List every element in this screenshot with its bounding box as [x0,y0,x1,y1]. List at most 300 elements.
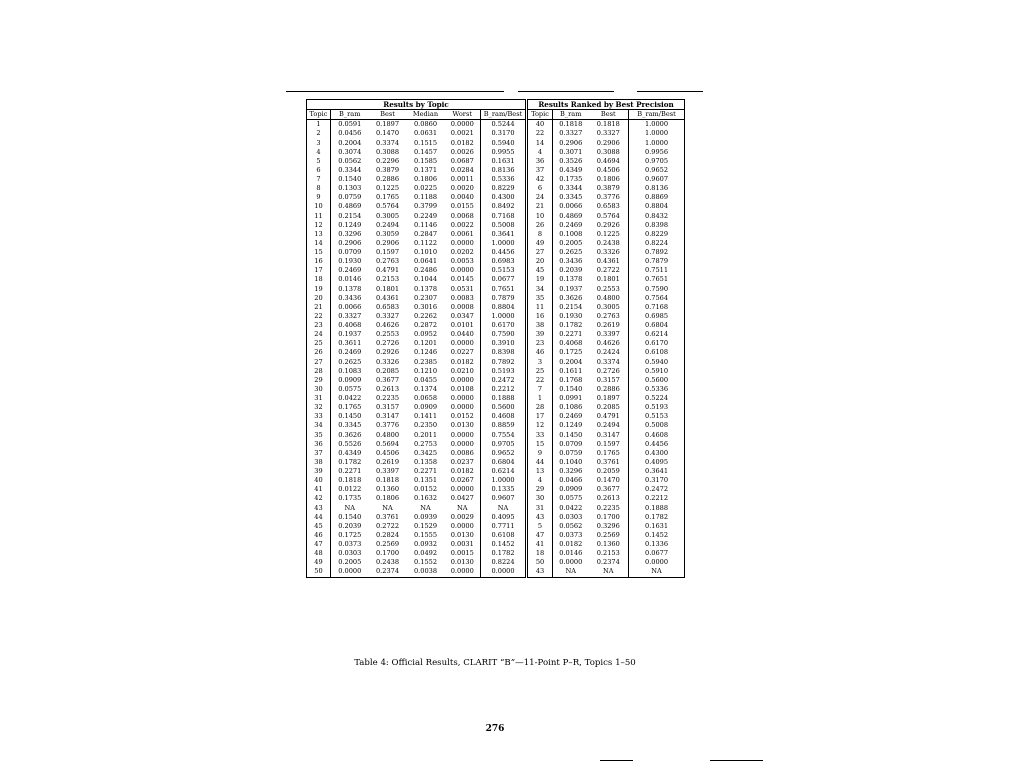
table-cell: 0.1146 [413,220,438,229]
table-cell: 6 [307,166,331,175]
table-cell: 29 [527,485,553,494]
table-cell: 22 [307,312,331,321]
col-header: B_ram/Best [629,110,685,120]
table-row [307,303,685,312]
table-cell: 0.3436 [331,294,369,303]
table-cell: 24 [527,193,553,202]
table-cell: 0.8224 [481,558,527,567]
table-cell: 0.4095 [629,458,685,467]
table-row [307,321,685,330]
table-row [307,458,685,467]
table-cell: 0.9607 [481,494,527,503]
table-cell: 0.1765 [375,193,400,202]
table-cell: 0.3397 [375,467,400,475]
col-header: B_ram [331,110,369,120]
table-cell: 0.8229 [629,230,685,239]
table-cell: 27 [307,358,331,367]
table-row [307,248,685,257]
table-cell: 30 [527,494,553,503]
table-cell: 7 [307,175,331,184]
table-cell: 0.2472 [629,485,685,494]
table-cell: 50 [307,567,331,577]
table-cell: 0.1818 [553,120,589,130]
table-row [307,494,685,503]
table-cell: 0.0210 [450,366,474,375]
table-cell: 0.2005 [331,558,369,567]
table-cell: 0.3296 [553,467,589,476]
table-cell: 0.0000 [450,439,474,448]
table-cell: 0.0909 [331,376,369,385]
col-header: Median [407,110,445,120]
table-cell: 0.5764 [596,211,620,220]
table-row [307,330,685,339]
table-cell: 0.0130 [450,530,474,539]
table-cell: 1.0000 [481,312,527,321]
table-cell: 0.4506 [375,448,400,457]
table-cell: 0.8229 [481,184,527,193]
table-cell: 0.0658 [413,394,438,402]
table-cell: 0.5764 [375,202,400,211]
table-cell: 12 [527,421,553,430]
group-header-left: Results by Topic [307,100,527,110]
table-cell: 0.5193 [481,367,527,376]
table-cell: 0.6214 [481,467,527,476]
group-header-right: Results Ranked by Best Precision [527,100,685,110]
table-cell: 0.2613 [596,494,620,503]
table-cell: 41 [527,540,553,549]
table-cell: 0.1735 [553,175,589,184]
table-cell: 0.1818 [375,476,400,485]
table-cell: 0.2154 [553,303,589,312]
table-cell: 0.3677 [596,485,620,494]
table-cell: 0.3677 [375,375,400,384]
table-cell: 0.1351 [413,476,438,485]
table-cell: 0.2906 [553,139,589,148]
col-header: Worst [445,110,481,120]
table-cell: 19 [527,275,553,284]
table-cell: 0.5336 [481,175,527,184]
table-cell: 0.4456 [481,248,527,257]
table-row [307,148,685,157]
table-cell: 0.2619 [375,457,400,466]
table-row [307,567,685,577]
table-cell: 0.0152 [413,485,438,494]
table-cell: 0.3088 [375,147,400,156]
table-cell: 0.1249 [331,221,369,230]
table-cell: 34 [527,285,553,294]
table-cell: 0.1782 [331,458,369,467]
table-cell: 5 [527,522,553,531]
table-cell: 0.1897 [375,120,400,129]
table-cell: 0.6214 [629,330,685,339]
table-cell: 0.6108 [481,531,527,540]
table-cell: 0.3776 [596,193,620,202]
table-cell: 0.3626 [553,294,589,303]
table-cell: 0.5336 [629,385,685,394]
table-cell: 0.2486 [413,266,438,275]
table-cell: 0.0303 [331,549,369,558]
table-cell: 36 [527,157,553,166]
table-cell: 15 [307,248,331,257]
table-row [307,358,685,367]
table-cell: 0.1378 [331,285,369,294]
table-cell: 0.2469 [553,221,589,230]
table-cell: 0.1086 [553,403,589,412]
table-cell: 0.0145 [450,275,474,284]
table-cell: 0.2625 [331,358,369,367]
table-cell: 0.0455 [413,375,438,384]
table-cell: 0.2753 [413,439,438,448]
table-cell: 13 [527,467,553,476]
table-cell: 49 [527,239,553,248]
table-cell: 1 [527,394,553,403]
table-cell: 0.0000 [450,403,474,412]
table-row [307,275,685,284]
table-cell: 0.0677 [629,549,685,558]
page-top-rule-2 [518,91,614,92]
table-cell: 0.0066 [553,202,589,211]
table-cell: 0.0466 [553,476,589,485]
table-cell: 0.0909 [553,485,589,494]
table-cell: 0.0066 [331,303,369,312]
table-cell: 0.1888 [481,394,527,403]
table-cell: 0.1515 [413,138,438,147]
table-cell: 0.1555 [413,530,438,539]
table-cell: 11 [527,303,553,312]
table-cell: 0.1457 [413,147,438,156]
table-row [307,175,685,184]
table-cell: 0.4349 [553,166,589,175]
table-cell: 26 [307,348,331,357]
table-cell: 0.3374 [596,357,620,366]
table-cell: 0.0347 [450,311,474,320]
table-row [307,139,685,148]
table-cell: 0.1765 [596,448,620,457]
table-cell: 0.1801 [596,275,620,284]
table-cell: 31 [307,394,331,403]
table-cell: 0.1452 [629,531,685,540]
table-cell: 0.4300 [629,449,685,458]
table-cell: 44 [527,458,553,467]
table-cell: 32 [307,403,331,412]
table-cell: 2 [307,129,331,138]
table-cell: 0.5600 [481,403,527,412]
table-cell: 0.0000 [450,430,474,439]
table-cell: 23 [527,339,553,348]
table-cell: 0.8804 [481,303,527,312]
table-row [307,394,685,403]
table-cell: 0.1008 [553,230,589,239]
table-cell: 0.1818 [331,476,369,485]
table-cell: 0.2249 [413,211,438,220]
table-cell: 0.0000 [450,485,474,494]
table-cell: 0.1735 [331,494,369,503]
table-cell: 0.3526 [553,157,589,166]
table-cell: 0.0000 [450,375,474,384]
table-cell: 0.1378 [553,275,589,284]
table-row [307,385,685,394]
table-cell: 0.1450 [331,412,369,421]
table-cell: 0.3157 [375,403,400,412]
table-cell: NA [629,567,685,577]
table-cell: 0.8492 [481,202,527,211]
table-cell: 0.2438 [375,558,400,567]
table-cell: 0.4608 [629,431,685,440]
table-cell: 0.3327 [375,311,400,320]
table-cell: 0.0422 [553,504,589,513]
table-cell: 18 [527,549,553,558]
table-cell: 0.5526 [331,440,369,449]
table-cell: 0.3074 [331,148,369,157]
table-cell: 45 [307,522,331,531]
table-cell: 0.2424 [596,348,620,357]
table-cell: 0.8398 [629,221,685,230]
table-cell: 40 [307,476,331,485]
table-cell: 0.1225 [375,184,400,193]
table-cell: 0.0031 [450,540,474,548]
table-cell: 8 [307,184,331,193]
table-cell: 28 [527,403,553,412]
table-cell: 0.0182 [450,138,474,147]
table-row [307,412,685,421]
table-cell: 21 [527,202,553,211]
table-cell: 44 [307,513,331,522]
table-cell: 16 [527,312,553,321]
table-cell: 0.2494 [375,220,400,229]
table-cell: 0.2553 [375,330,400,339]
table-cell: 0.1044 [413,275,438,284]
table-cell: 0.1597 [596,439,620,448]
table-cell: 0.0008 [450,302,474,311]
table-cell: 0.2271 [413,467,438,475]
table-cell: 23 [307,321,331,330]
table-cell: 43 [527,567,553,577]
table-cell: 0.1083 [331,367,369,376]
table-cell: 0.0146 [331,275,369,284]
table-cell: 0.1374 [413,384,438,393]
table-cell: 0.2307 [413,293,438,302]
table-cell: 0.1611 [553,367,589,376]
table-cell: 46 [307,531,331,540]
table-cell: NA [481,504,527,513]
table-cell: 0.4456 [629,440,685,449]
table-cell: 0.4626 [596,339,620,348]
table-cell: 50 [527,558,553,567]
table-cell: 19 [307,285,331,294]
table-cell: 0.3327 [596,129,620,138]
table-cell: 15 [527,440,553,449]
table-cell: 0.2385 [413,357,438,366]
table-cell: 20 [527,257,553,266]
table-cell: 1 [307,120,331,130]
table-row [307,339,685,348]
table-cell: 0.0709 [331,248,369,257]
table-row [307,294,685,303]
table-row [307,129,685,138]
table-cell: 42 [527,175,553,184]
table-cell: 1.0000 [481,239,527,248]
table-cell: 0.1725 [331,531,369,540]
table-cell: 0.1806 [413,175,438,183]
table-cell: 45 [527,266,553,275]
table-cell: 0.1371 [413,165,438,174]
table-cell: 0.1378 [413,284,438,293]
table-cell: 0.3059 [375,229,400,238]
table-cell: 0.7511 [629,266,685,275]
table-cell: 0.1930 [331,257,369,266]
table-row [307,449,685,458]
table-cell: 0.1782 [629,513,685,522]
table-cell: 0.5600 [629,376,685,385]
table-cell: 0.2153 [596,549,620,558]
table-cell: 12 [307,221,331,230]
table-cell: 0.3326 [375,357,400,366]
table-cell: 18 [307,275,331,284]
table-cell: 0.3071 [553,148,589,157]
table-cell: 0.2153 [375,275,400,284]
table-cell: 0.2569 [375,540,400,548]
table-cell: 0.1631 [629,522,685,531]
table-cell: 0.3170 [629,476,685,485]
table-cell: 0.2906 [331,239,369,248]
table-cell: 0.6804 [629,321,685,330]
table-cell: 0.3147 [375,412,400,421]
table-cell: 0.2722 [596,266,620,275]
table-cell: 0.3761 [375,512,400,521]
table-cell: 0.0000 [445,567,481,577]
table-cell: 0.8136 [629,184,685,193]
table-cell: 0.9607 [629,175,685,184]
table-row [307,467,685,476]
table-cell: 0.4608 [481,412,527,421]
table-cell: 0.8136 [481,166,527,175]
table-cell: 0.4095 [481,513,527,522]
table-cell: 41 [307,485,331,494]
table-cell: 24 [307,330,331,339]
table-cell: 0.2886 [375,175,400,183]
table-cell: 0.1540 [331,175,369,184]
table-row [307,157,685,166]
table-cell: 0.0284 [450,165,474,174]
table-cell: 0.1540 [553,385,589,394]
table-cell: 0.3879 [596,184,620,193]
table-cell: 0.2296 [375,156,400,165]
table-cell: 0.5008 [629,421,685,430]
table-row [307,513,685,522]
table-cell: 0.0709 [553,440,589,449]
table-cell: 0.1450 [553,431,589,440]
table-cell: 0.7892 [481,358,527,367]
col-header: Best [589,110,629,120]
table-row [307,558,685,567]
table-cell: 7 [527,385,553,394]
table-cell: 16 [307,257,331,266]
table-cell: 0.2926 [596,220,620,229]
table-cell: 0.1806 [375,494,400,503]
table-cell: 0.0677 [481,275,527,284]
table-cell: NA [382,503,393,512]
table-cell: 25 [527,367,553,376]
table-cell: 0.2004 [553,358,589,367]
table-cell: 0.4068 [553,339,589,348]
table-cell: 0.2004 [331,139,369,148]
table-cell: 0.3005 [596,302,620,311]
table-cell: 0.0427 [450,494,474,503]
table-cell: 0.1818 [596,120,620,129]
table-cell: 0.0040 [450,193,474,202]
table-cell: 0.7879 [629,257,685,266]
table-cell: 0.1585 [413,156,438,165]
table-cell: 0.1782 [553,321,589,330]
table-cell: 0.3326 [596,248,620,256]
page-bottom-rule-2 [710,760,763,761]
table-cell: 0.3345 [331,421,369,430]
table-cell: 0.0227 [450,348,474,357]
table-cell: 0.0015 [450,549,474,558]
table-cell: 0.1188 [413,193,438,202]
table-cell: 0.0575 [331,385,369,394]
table-cell: 0.0026 [450,147,474,156]
table-cell: 0.0373 [331,540,369,549]
table-cell: 0.2374 [369,567,407,577]
table-cell: 0.1597 [375,248,400,256]
table-cell: 0.4068 [331,321,369,330]
table-cell: 47 [527,531,553,540]
table-cell: 0.0000 [450,394,474,402]
table-cell: 0.0083 [450,293,474,302]
table-cell: 43 [527,513,553,522]
table-cell: 0.4349 [331,449,369,458]
table-cell: 0.1540 [331,513,369,522]
table-cell: 0.0061 [450,229,474,238]
table-row [307,120,685,130]
table-cell: 0.0155 [450,202,474,211]
table-cell: 35 [527,294,553,303]
table-cell: 0.2553 [596,284,620,293]
table-cell: 0.2569 [596,530,620,539]
table-cell: 28 [307,367,331,376]
table-cell: 0.6583 [375,302,400,311]
page-top-rule [286,91,504,92]
table-cell: 0.8804 [629,202,685,211]
table-cell: 0.2886 [596,384,620,393]
table-cell: 0.8224 [629,239,685,248]
table-cell: 0.8859 [481,421,527,430]
table-cell: 0.1725 [553,348,589,357]
table-cell: 0.9705 [629,157,685,166]
table-cell: 13 [307,230,331,239]
table-cell: 0.4800 [375,430,400,439]
table-cell: 0.0068 [450,211,474,220]
table-cell: 37 [307,449,331,458]
table-cell: 1.0000 [629,120,685,130]
table-cell: 0.0422 [331,394,369,403]
table-cell: 0.5940 [629,358,685,367]
table-cell: 0.0952 [413,330,438,339]
table-cell: 0.1360 [596,540,620,548]
table-cell: 22 [527,129,553,138]
table-cell: 20 [307,294,331,303]
table-cell: 0.3910 [481,339,527,348]
table-cell: 0.0152 [450,412,474,421]
table-cell: 47 [307,540,331,549]
table-cell: 0.6108 [629,348,685,357]
table-cell: 0.3879 [375,165,400,174]
table-cell: 22 [527,376,553,385]
table-cell: 38 [307,458,331,467]
table-cell: 9 [527,449,553,458]
table-cell: 0.3611 [331,339,369,348]
